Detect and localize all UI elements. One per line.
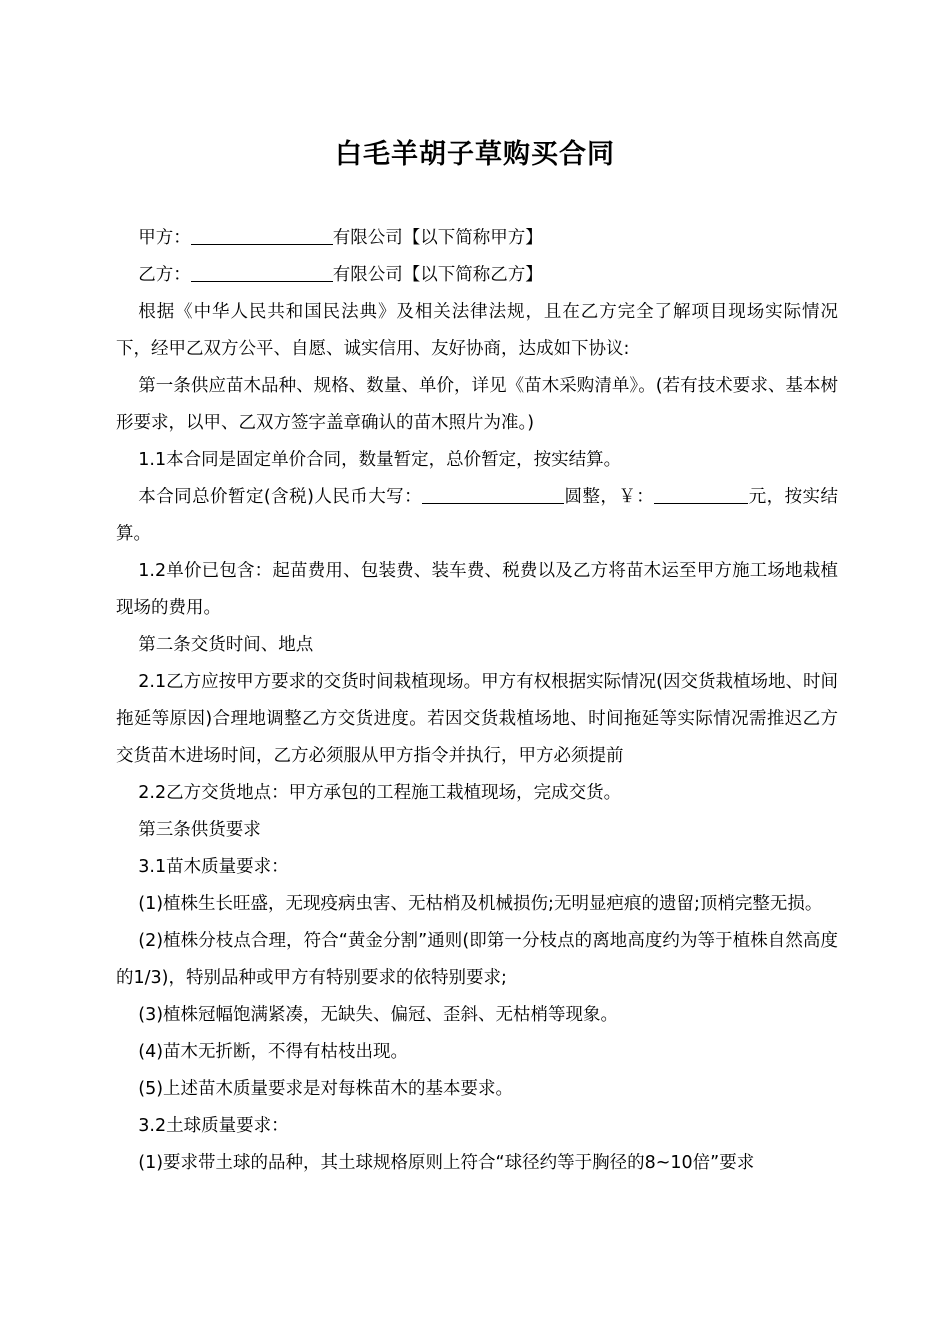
clause-2-2: 2.2乙方交货地点：甲方承包的工程施工栽植现场，完成交货。 xyxy=(138,783,622,803)
item-3-1-3: (3)植株冠幅饱满紧凑，无缺失、偏冠、歪斜、无枯梢等现象。 xyxy=(138,1005,619,1025)
article-1: 第一条供应苗木品种、规格、数量、单价，详见《苗木采购清单》。(若有技术要求、基本树形要求，以甲、乙双方签字盖章确认的苗木照片为准。) xyxy=(116,376,838,433)
total-price-part2: 圆整，￥： xyxy=(564,487,655,507)
document-title: 白毛羊胡子草购买合同 xyxy=(335,139,615,170)
party-b-suffix: 有限公司【以下简称乙方】 xyxy=(332,265,543,285)
party-a-line xyxy=(116,220,838,257)
item-3-1-5: (5)上述苗木质量要求是对每株苗木的基本要求。 xyxy=(138,1079,514,1099)
item-3-2-1: (1)要求带土球的品种，其土球规格原则上符合“球径约等于胸径的8~10倍”要求 xyxy=(138,1153,755,1173)
item-3-1-1: (1)植株生长旺盛，无现疫病虫害、无枯梢及机械损伤;无明显疤痕的遗留;顶梢完整无损。 xyxy=(138,894,823,914)
clause-1-1: 1.1本合同是固定单价合同，数量暂定，总价暂定，按实结算。 xyxy=(138,450,622,470)
party-b-line xyxy=(116,257,838,294)
clause-3-2: 3.2土球质量要求： xyxy=(138,1116,289,1136)
amount-number-blank xyxy=(654,486,748,505)
item-3-1-2: (2)植株分枝点合理，符合“黄金分割”通则(即第一分枝点的离地高度约为等于植株自然高度的1/3)，特别品种或甲方有特别要求的依特别要求; xyxy=(116,931,838,988)
total-price-part1: 本合同总价暂定(含税)人民币大写： xyxy=(138,487,423,507)
article-2: 第二条交货时间、地点 xyxy=(138,635,314,655)
clause-2-1: 2.1乙方应按甲方要求的交货时间栽植现场。甲方有权根据实际情况(因交货栽植场地、时间拖延等原因)合理地调整乙方交货进度。若因交货栽植场地、时间拖延等实际情况需推迟乙方交货苗木进场时间，乙方必须服从甲方指令并执行，甲方必须提前 xyxy=(116,672,838,766)
total-price-part3: 元，按实结算。 xyxy=(116,487,839,544)
article-3: 第三条供货要求 xyxy=(138,820,261,840)
party-b-prefix: 乙方： xyxy=(138,265,191,285)
party-a-name-blank xyxy=(191,227,333,246)
intro-paragraph: 根据《中华人民共和国民法典》及相关法律法规，且在乙方完全了解项目现场实际情况下，经甲乙双方公平、自愿、诚实信用、友好协商，达成如下协议: xyxy=(116,302,838,359)
party-a-prefix: 甲方： xyxy=(138,228,191,248)
document-body xyxy=(116,220,838,1182)
total-price-paragraph xyxy=(116,479,838,553)
party-b-name-blank xyxy=(191,264,333,283)
amount-words-blank xyxy=(422,486,564,505)
clause-1-2: 1.2单价已包含：起苗费用、包装费、装车费、税费以及乙方将苗木运至甲方施工场地栽植现场的费用。 xyxy=(116,561,838,618)
party-a-suffix: 有限公司【以下简称甲方】 xyxy=(332,228,543,248)
item-3-1-4: (4)苗木无折断，不得有枯枝出现。 xyxy=(138,1042,409,1062)
clause-3-1: 3.1苗木质量要求： xyxy=(138,857,289,877)
